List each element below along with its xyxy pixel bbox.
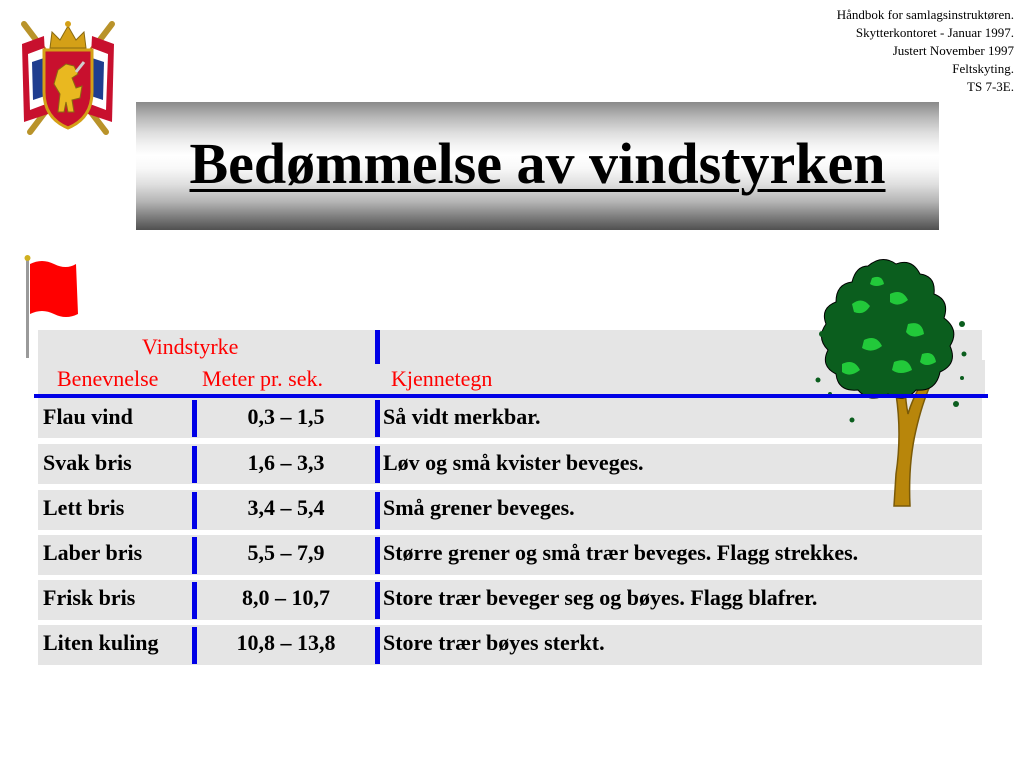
header-note-line: Håndbok for samlagsinstruktøren. — [836, 7, 1014, 22]
cell-meter: 3,4 – 5,4 — [247, 495, 325, 520]
column-divider — [192, 492, 197, 529]
header-note-line: TS 7-3E. — [967, 79, 1014, 94]
cell-benevnelse: Svak bris — [43, 450, 132, 475]
cell-kjennetegn: Store trær beveger seg og bøyes. Flagg blafrer. — [383, 585, 818, 610]
header-divider — [34, 394, 988, 398]
column-header-kjennetegn: Kjennetegn — [391, 366, 493, 391]
cell-benevnelse: Lett bris — [43, 495, 125, 520]
column-header-meter: Meter pr. sek. — [202, 366, 323, 391]
header-note-line: Feltskyting. — [952, 61, 1014, 76]
column-divider — [375, 400, 380, 437]
cell-meter: 10,8 – 13,8 — [236, 630, 336, 655]
cell-meter: 1,6 – 3,3 — [247, 450, 325, 475]
column-divider — [192, 537, 197, 574]
cell-meter: 0,3 – 1,5 — [247, 404, 325, 429]
column-divider — [192, 582, 197, 619]
cell-kjennetegn: Store trær bøyes sterkt. — [383, 630, 605, 655]
cell-meter: 5,5 – 7,9 — [247, 540, 325, 565]
column-divider — [375, 582, 380, 619]
header-note — [837, 6, 1014, 96]
column-divider — [375, 537, 380, 574]
column-divider — [375, 492, 380, 529]
cell-meter: 8,0 – 10,7 — [242, 585, 330, 610]
cell-benevnelse: Laber bris — [43, 540, 143, 565]
column-group-header: Vindstyrke — [142, 334, 239, 359]
page-title: Bedømmelse av vindstyrken — [189, 131, 886, 196]
cell-kjennetegn: Så vidt merkbar. — [383, 404, 541, 429]
cell-benevnelse: Flau vind — [43, 404, 133, 429]
column-header-benevnelse: Benevnelse — [57, 366, 159, 391]
column-divider — [192, 400, 197, 437]
title-banner — [136, 102, 939, 230]
tree-icon — [812, 254, 972, 510]
header-note-line: Skytterkontoret - Januar 1997. — [855, 25, 1014, 40]
cell-benevnelse: Frisk bris — [43, 585, 136, 610]
cell-kjennetegn: Større grener og små trær beveges. Flagg strekkes. — [383, 540, 859, 565]
coat-of-arms-icon — [14, 14, 122, 138]
column-divider — [192, 627, 197, 664]
column-divider — [375, 446, 380, 483]
column-divider — [375, 627, 380, 664]
cell-benevnelse: Liten kuling — [43, 630, 159, 655]
cell-kjennetegn: Små grener beveges. — [383, 495, 575, 520]
column-divider — [375, 330, 380, 364]
column-divider — [192, 446, 197, 483]
cell-kjennetegn: Løv og små kvister beveges. — [383, 450, 644, 475]
header-note-line: Justert November 1997 — [892, 43, 1014, 58]
